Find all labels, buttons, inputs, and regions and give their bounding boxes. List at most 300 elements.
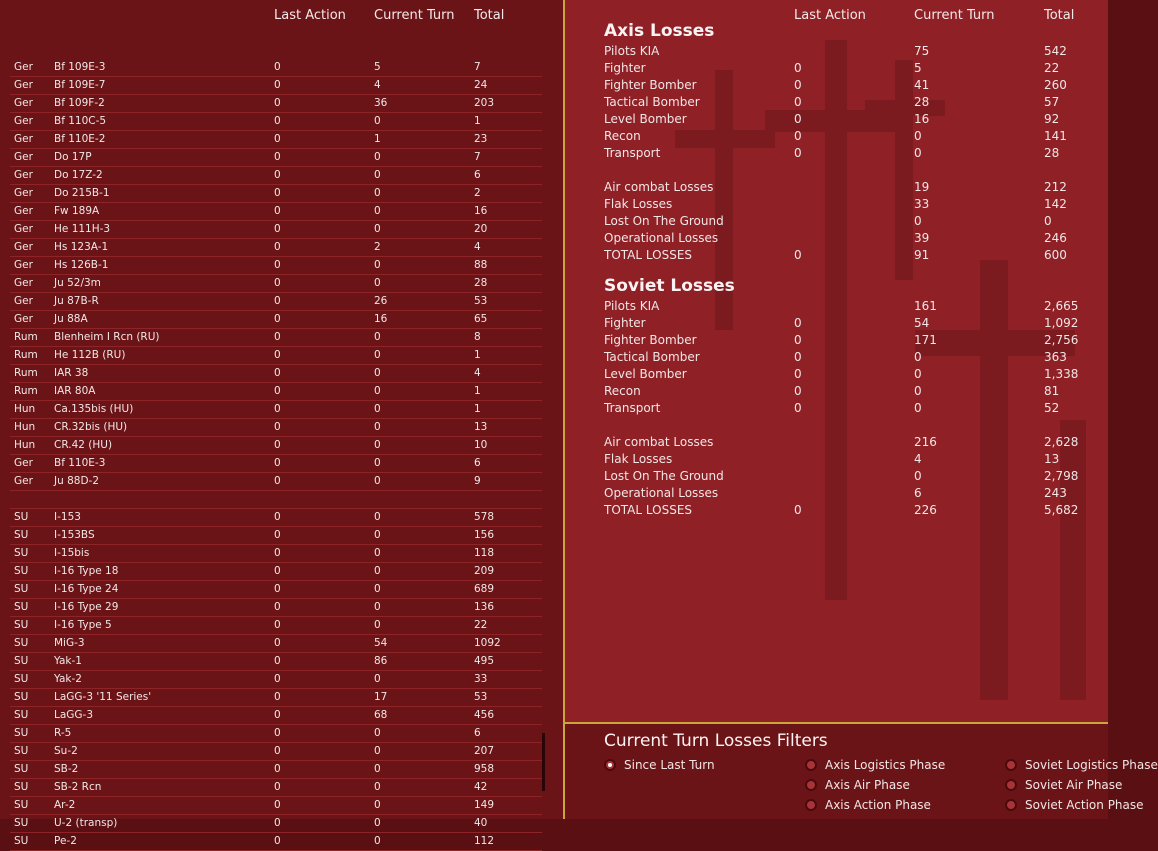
- last-action-cell: 0: [274, 61, 281, 73]
- nation-cell: Rum: [14, 385, 38, 397]
- stat-label: Operational Losses: [604, 486, 719, 500]
- loss-stat-row: [565, 213, 1108, 230]
- aircraft-name-cell: MiG-3: [54, 637, 85, 649]
- current-turn-cell: 26: [374, 295, 388, 307]
- last-action-cell: 0: [274, 709, 281, 721]
- last-action-cell: 0: [274, 673, 281, 685]
- last-action-value: 0: [794, 146, 802, 160]
- table-row[interactable]: [10, 689, 542, 707]
- table-row[interactable]: [10, 401, 542, 419]
- table-row[interactable]: [10, 311, 542, 329]
- total-cell: 88: [474, 259, 488, 271]
- col-header-current-turn: Current Turn: [914, 8, 995, 23]
- table-row[interactable]: [10, 815, 542, 833]
- stat-label: TOTAL LOSSES: [604, 503, 693, 517]
- last-action-cell: 0: [274, 187, 281, 199]
- last-action-cell: 0: [274, 781, 281, 793]
- stat-label: Level Bomber: [604, 112, 687, 126]
- current-turn-cell: 68: [374, 709, 388, 721]
- table-row[interactable]: [10, 419, 542, 437]
- filter-option[interactable]: [805, 798, 931, 812]
- table-row[interactable]: [10, 797, 542, 815]
- current-turn-value: 54: [914, 316, 930, 330]
- total-cell: 23: [474, 133, 488, 145]
- current-turn-cell: 0: [374, 421, 381, 433]
- current-turn-cell: 0: [374, 583, 381, 595]
- current-turn-value: 161: [914, 299, 937, 313]
- stat-label: Air combat Losses: [604, 435, 714, 449]
- nation-cell: Hun: [14, 439, 36, 451]
- current-turn-value: 0: [914, 129, 922, 143]
- current-turn-value: 0: [914, 401, 922, 415]
- total-cell: 7: [474, 61, 481, 73]
- last-action-cell: 0: [274, 115, 281, 127]
- last-action-cell: 0: [274, 691, 281, 703]
- total-value: 22: [1044, 61, 1060, 75]
- current-turn-value: 5: [914, 61, 922, 75]
- total-cell: 22: [474, 619, 488, 631]
- current-turn-cell: 5: [374, 61, 381, 73]
- total-cell: 65: [474, 313, 488, 325]
- filter-option[interactable]: [1005, 798, 1144, 812]
- current-turn-cell: 0: [374, 529, 381, 541]
- radio-button-icon[interactable]: [805, 799, 817, 811]
- aircraft-name-cell: Ju 87B-R: [54, 295, 99, 307]
- total-cell: 8: [474, 331, 481, 343]
- table-row[interactable]: [10, 437, 542, 455]
- total-cell: 7: [474, 151, 481, 163]
- table-row[interactable]: [10, 563, 542, 581]
- current-turn-cell: 0: [374, 511, 381, 523]
- nation-cell: SU: [14, 763, 29, 775]
- aircraft-name-cell: Su-2: [54, 745, 78, 757]
- aircraft-name-cell: CR.32bis (HU): [54, 421, 128, 433]
- table-row[interactable]: [10, 671, 542, 689]
- total-cell: 33: [474, 673, 488, 685]
- loss-stat-row: [565, 230, 1108, 247]
- total-value: 542: [1044, 44, 1067, 58]
- filter-option[interactable]: [604, 758, 715, 772]
- radio-button-icon[interactable]: [1005, 779, 1017, 791]
- last-action-cell: 0: [274, 367, 281, 379]
- table-row[interactable]: [10, 725, 542, 743]
- radio-button-icon[interactable]: [805, 759, 817, 771]
- stat-label: Transport: [604, 146, 661, 160]
- last-action-cell: 0: [274, 205, 281, 217]
- table-row[interactable]: [10, 203, 542, 221]
- stat-label: Tactical Bomber: [604, 350, 700, 364]
- table-row[interactable]: [10, 743, 542, 761]
- loss-stat-row: [565, 332, 1108, 349]
- total-cell: 149: [474, 799, 495, 811]
- current-turn-value: 33: [914, 197, 930, 211]
- table-row[interactable]: [10, 599, 542, 617]
- aircraft-name-cell: IAR 80A: [54, 385, 96, 397]
- current-turn-value: 0: [914, 350, 922, 364]
- last-action-value: 0: [794, 333, 802, 347]
- stat-label: Lost On The Ground: [604, 214, 724, 228]
- filter-option-label: Soviet Air Phase: [1025, 778, 1123, 792]
- stat-label: Operational Losses: [604, 231, 719, 245]
- total-cell: 689: [474, 583, 495, 595]
- total-cell: 1092: [474, 637, 501, 649]
- table-row[interactable]: [10, 239, 542, 257]
- col-header-last-action[interactable]: Last Action: [274, 8, 346, 23]
- loss-stat-row: [565, 145, 1108, 162]
- current-turn-cell: 0: [374, 727, 381, 739]
- stat-label: Air combat Losses: [604, 180, 714, 194]
- total-value: 142: [1044, 197, 1067, 211]
- total-cell: 1: [474, 385, 481, 397]
- last-action-cell: 0: [274, 565, 281, 577]
- last-action-cell: 0: [274, 817, 281, 829]
- total-cell: 958: [474, 763, 495, 775]
- table-row[interactable]: [10, 761, 542, 779]
- current-turn-value: 226: [914, 503, 937, 517]
- nation-cell: SU: [14, 781, 29, 793]
- loss-stat-row: [565, 400, 1108, 417]
- current-turn-cell: 0: [374, 367, 381, 379]
- nation-cell: SU: [14, 799, 29, 811]
- current-turn-value: 6: [914, 486, 922, 500]
- nation-cell: Ger: [14, 169, 33, 181]
- total-cell: 10: [474, 439, 488, 451]
- nation-cell: Ger: [14, 61, 33, 73]
- last-action-cell: 0: [274, 385, 281, 397]
- total-cell: 40: [474, 817, 488, 829]
- loss-stat-row: [565, 179, 1108, 196]
- nation-cell: Ger: [14, 133, 33, 145]
- filter-option[interactable]: [1005, 778, 1122, 792]
- table-row[interactable]: [10, 185, 542, 203]
- last-action-value: 0: [794, 95, 802, 109]
- table-row[interactable]: [10, 113, 542, 131]
- row-separator: [10, 491, 542, 509]
- table-row[interactable]: [10, 293, 542, 311]
- table-row[interactable]: [10, 131, 542, 149]
- table-row[interactable]: [10, 833, 542, 851]
- last-action-cell: 0: [274, 637, 281, 649]
- aircraft-name-cell: IAR 38: [54, 367, 89, 379]
- table-row[interactable]: [10, 473, 542, 491]
- aircraft-loss-table-panel: [0, 0, 563, 847]
- stat-label: Recon: [604, 384, 641, 398]
- last-action-cell: 0: [274, 529, 281, 541]
- current-turn-cell: 0: [374, 799, 381, 811]
- current-turn-value: 0: [914, 146, 922, 160]
- aircraft-rows: [10, 59, 542, 851]
- nation-cell: SU: [14, 691, 29, 703]
- table-row[interactable]: [10, 653, 542, 671]
- loss-stat-row: [565, 60, 1108, 77]
- current-turn-cell: 0: [374, 187, 381, 199]
- stat-label: Fighter: [604, 61, 646, 75]
- current-turn-value: 91: [914, 248, 930, 262]
- current-turn-value: 0: [914, 367, 922, 381]
- current-turn-value: 19: [914, 180, 930, 194]
- losses-summary-panel: [565, 0, 1108, 722]
- current-turn-value: 39: [914, 231, 930, 245]
- loss-stat-row: [565, 468, 1108, 485]
- nation-cell: SU: [14, 601, 29, 613]
- nation-cell: SU: [14, 835, 29, 847]
- aircraft-name-cell: Yak-2: [54, 673, 82, 685]
- aircraft-name-cell: CR.42 (HU): [54, 439, 113, 451]
- current-turn-value: 171: [914, 333, 937, 347]
- nation-cell: SU: [14, 745, 29, 757]
- aircraft-name-cell: Fw 189A: [54, 205, 100, 217]
- stat-label: Pilots KIA: [604, 299, 660, 313]
- last-action-cell: 0: [274, 79, 281, 91]
- last-action-cell: 0: [274, 547, 281, 559]
- last-action-cell: 0: [274, 835, 281, 847]
- filter-option[interactable]: [805, 758, 945, 772]
- table-row[interactable]: [10, 455, 542, 473]
- current-turn-cell: 0: [374, 349, 381, 361]
- nation-cell: SU: [14, 619, 29, 631]
- stat-label: Level Bomber: [604, 367, 687, 381]
- total-value: 141: [1044, 129, 1067, 143]
- loss-stat-row: [565, 247, 1108, 264]
- table-row[interactable]: [10, 95, 542, 113]
- radio-button-icon[interactable]: [1005, 759, 1017, 771]
- total-cell: 156: [474, 529, 495, 541]
- col-header-total[interactable]: Total: [474, 8, 505, 23]
- aircraft-name-cell: Bf 109E-3: [54, 61, 106, 73]
- current-turn-cell: 17: [374, 691, 388, 703]
- last-action-cell: 0: [274, 277, 281, 289]
- current-turn-value: 75: [914, 44, 930, 58]
- loss-stat-row: [565, 502, 1108, 519]
- total-cell: 136: [474, 601, 495, 613]
- current-turn-cell: 54: [374, 637, 388, 649]
- aircraft-name-cell: Do 17P: [54, 151, 92, 163]
- table-row[interactable]: [10, 365, 542, 383]
- total-value: 2,628: [1044, 435, 1079, 449]
- current-turn-cell: 0: [374, 547, 381, 559]
- filter-option-label: Axis Action Phase: [825, 798, 931, 812]
- last-action-cell: 0: [274, 403, 281, 415]
- losses-filters-panel: [565, 724, 1158, 819]
- table-row[interactable]: [10, 635, 542, 653]
- table-header: [0, 0, 563, 32]
- current-turn-value: 0: [914, 214, 922, 228]
- table-row[interactable]: [10, 329, 542, 347]
- nation-cell: Ger: [14, 475, 33, 487]
- table-row[interactable]: [10, 383, 542, 401]
- total-cell: 53: [474, 691, 488, 703]
- nation-cell: SU: [14, 583, 29, 595]
- current-turn-cell: 86: [374, 655, 388, 667]
- table-row[interactable]: [10, 707, 542, 725]
- aircraft-name-cell: I-16 Type 5: [54, 619, 112, 631]
- table-row[interactable]: [10, 581, 542, 599]
- total-cell: 28: [474, 277, 488, 289]
- total-value: 28: [1044, 146, 1060, 160]
- loss-stat-row: [565, 111, 1108, 128]
- aircraft-name-cell: Bf 109E-7: [54, 79, 106, 91]
- nation-cell: Ger: [14, 97, 33, 109]
- aircraft-name-cell: Hs 126B-1: [54, 259, 109, 271]
- nation-cell: SU: [14, 709, 29, 721]
- last-action-cell: 0: [274, 313, 281, 325]
- total-cell: 1: [474, 115, 481, 127]
- aircraft-name-cell: R-5: [54, 727, 72, 739]
- loss-stat-row: [565, 451, 1108, 468]
- last-action-value: 0: [794, 112, 802, 126]
- aircraft-name-cell: Ar-2: [54, 799, 76, 811]
- current-turn-value: 16: [914, 112, 930, 126]
- last-action-cell: 0: [274, 331, 281, 343]
- total-cell: 4: [474, 241, 481, 253]
- last-action-cell: 0: [274, 619, 281, 631]
- current-turn-value: 0: [914, 384, 922, 398]
- current-turn-cell: 0: [374, 151, 381, 163]
- nation-cell: SU: [14, 511, 29, 523]
- total-cell: 118: [474, 547, 495, 559]
- stat-label: Recon: [604, 129, 641, 143]
- last-action-value: 0: [794, 367, 802, 381]
- total-value: 5,682: [1044, 503, 1079, 517]
- table-row[interactable]: [10, 779, 542, 797]
- table-row[interactable]: [10, 257, 542, 275]
- current-turn-value: 4: [914, 452, 922, 466]
- table-row[interactable]: [10, 149, 542, 167]
- loss-stat-row: [565, 366, 1108, 383]
- total-cell: 6: [474, 727, 481, 739]
- aircraft-name-cell: Ju 88D-2: [54, 475, 100, 487]
- current-turn-value: 0: [914, 469, 922, 483]
- total-cell: 6: [474, 169, 481, 181]
- total-cell: 578: [474, 511, 495, 523]
- loss-stat-row: [565, 434, 1108, 451]
- filter-option-label: Axis Air Phase: [825, 778, 910, 792]
- aircraft-name-cell: I-16 Type 24: [54, 583, 119, 595]
- table-row[interactable]: [10, 545, 542, 563]
- loss-stat-row: [565, 43, 1108, 60]
- last-action-cell: 0: [274, 601, 281, 613]
- stat-label: Fighter Bomber: [604, 78, 697, 92]
- filter-option[interactable]: [805, 778, 910, 792]
- loss-stat-row: [565, 485, 1108, 502]
- col-header-current-turn[interactable]: Current Turn: [374, 8, 455, 23]
- col-header-last-action: Last Action: [794, 8, 866, 23]
- last-action-value: 0: [794, 61, 802, 75]
- current-turn-cell: 0: [374, 745, 381, 757]
- last-action-cell: 0: [274, 511, 281, 523]
- last-action-value: 0: [794, 503, 802, 517]
- aircraft-name-cell: Ca.135bis (HU): [54, 403, 134, 415]
- aircraft-name-cell: Bf 110C-5: [54, 115, 107, 127]
- current-turn-cell: 0: [374, 781, 381, 793]
- nation-cell: Ger: [14, 115, 33, 127]
- current-turn-cell: 0: [374, 385, 381, 397]
- last-action-cell: 0: [274, 349, 281, 361]
- table-row[interactable]: [10, 59, 542, 77]
- current-turn-value: 41: [914, 78, 930, 92]
- stat-label: Lost On The Ground: [604, 469, 724, 483]
- stat-label: Flak Losses: [604, 197, 673, 211]
- filters-title: Current Turn Losses Filters: [604, 731, 828, 751]
- aircraft-name-cell: Do 17Z-2: [54, 169, 103, 181]
- loss-stat-row: [565, 315, 1108, 332]
- filter-option-label: Soviet Action Phase: [1025, 798, 1144, 812]
- aircraft-name-cell: SB-2 Rcn: [54, 781, 102, 793]
- filter-option[interactable]: [1005, 758, 1158, 772]
- total-cell: 53: [474, 295, 488, 307]
- aircraft-name-cell: I-16 Type 18: [54, 565, 119, 577]
- last-action-cell: 0: [274, 97, 281, 109]
- last-action-cell: 0: [274, 727, 281, 739]
- radio-button-icon[interactable]: [1005, 799, 1017, 811]
- total-value: 2,756: [1044, 333, 1079, 347]
- total-value: 2,798: [1044, 469, 1079, 483]
- stat-label: Transport: [604, 401, 661, 415]
- table-row[interactable]: [10, 509, 542, 527]
- last-action-cell: 0: [274, 421, 281, 433]
- table-scrollbar[interactable]: [542, 733, 545, 791]
- current-turn-cell: 0: [374, 601, 381, 613]
- total-cell: 112: [474, 835, 495, 847]
- table-row[interactable]: [10, 77, 542, 95]
- nation-cell: Hun: [14, 403, 36, 415]
- total-value: 243: [1044, 486, 1067, 500]
- last-action-cell: 0: [274, 475, 281, 487]
- last-action-cell: 0: [274, 439, 281, 451]
- nation-cell: SU: [14, 529, 29, 541]
- loss-stat-row: [565, 128, 1108, 145]
- aircraft-name-cell: LaGG-3: [54, 709, 94, 721]
- last-action-cell: 0: [274, 583, 281, 595]
- current-turn-cell: 0: [374, 817, 381, 829]
- total-value: 92: [1044, 112, 1060, 126]
- loss-stat-row: [565, 349, 1108, 366]
- current-turn-cell: 4: [374, 79, 381, 91]
- current-turn-cell: 2: [374, 241, 381, 253]
- last-action-value: 0: [794, 350, 802, 364]
- current-turn-cell: 0: [374, 259, 381, 271]
- table-row[interactable]: [10, 221, 542, 239]
- nation-cell: Rum: [14, 367, 38, 379]
- aircraft-name-cell: Do 215B-1: [54, 187, 110, 199]
- aircraft-name-cell: I-153: [54, 511, 81, 523]
- table-row[interactable]: [10, 527, 542, 545]
- current-turn-cell: 0: [374, 277, 381, 289]
- total-value: 1,092: [1044, 316, 1079, 330]
- table-row[interactable]: [10, 617, 542, 635]
- radio-button-icon[interactable]: [604, 759, 616, 771]
- table-row[interactable]: [10, 167, 542, 185]
- axis-losses-title: Axis Losses: [604, 21, 715, 41]
- radio-button-icon[interactable]: [805, 779, 817, 791]
- total-cell: 456: [474, 709, 495, 721]
- nation-cell: SU: [14, 655, 29, 667]
- nation-cell: SU: [14, 673, 29, 685]
- table-row[interactable]: [10, 347, 542, 365]
- last-action-cell: 0: [274, 151, 281, 163]
- table-row[interactable]: [10, 275, 542, 293]
- last-action-value: 0: [794, 401, 802, 415]
- stat-label: Pilots KIA: [604, 44, 660, 58]
- current-turn-cell: 36: [374, 97, 388, 109]
- current-turn-value: 216: [914, 435, 937, 449]
- aircraft-name-cell: Ju 88A: [54, 313, 88, 325]
- current-turn-cell: 0: [374, 223, 381, 235]
- total-value: 246: [1044, 231, 1067, 245]
- nation-cell: Rum: [14, 331, 38, 343]
- losses-stats: [565, 0, 1108, 722]
- nation-cell: Ger: [14, 205, 33, 217]
